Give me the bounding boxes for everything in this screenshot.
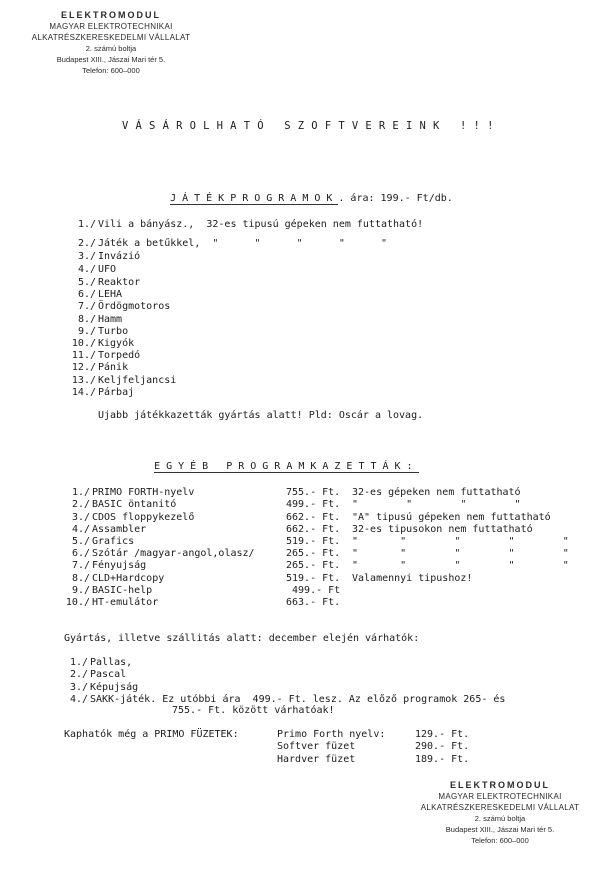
stamp-address: Budapest XIII., Jászai Mari tér 5. — [445, 825, 555, 834]
company-stamp-top — [6, 10, 216, 76]
games-heading: JÁTÉKPROGRAMOK — [170, 193, 339, 204]
upcoming-continuation: 755.- Ft. között várhatóak! — [172, 705, 335, 716]
stamp-line-4: 2. számú boltja — [474, 814, 526, 823]
booklet-name: Softver füzet — [277, 741, 356, 752]
stamp-line-4: 2. számú boltja — [85, 44, 137, 53]
booklet-name: Hardver füzet — [277, 754, 356, 765]
other-heading: EGYÉB PROGRAMKAZETTÁK: — [154, 461, 419, 472]
stamp-address: Budapest XIII., Jászai Mari tér 5. — [56, 55, 166, 64]
stamp-line-3: ALKATRÉSZKERESKEDELMI VÁLLALAT — [420, 803, 580, 812]
company-stamp-bottom — [400, 780, 600, 846]
upcoming-intro: Gyártás, illetve szállitás alatt: december elején várhatók: — [64, 633, 420, 644]
stamp-company-name: ELEKTROMODUL — [61, 10, 161, 20]
stamp-phone: Telefon: 600–000 — [471, 836, 529, 845]
other-heading-line — [130, 450, 419, 483]
document-page: ELEKTROMODUL MAGYAR ELEKTROTECHNIKAI ALKATRÉSZKERESKEDELMI VÁLLALAT 2. számú boltja Budapest XIII., Jászai Mari tér 5. Telefon: 600–000 VÁSÁROLHATÓ SZOFTVEREINK !!! JÁTÉKPROGRAMOK. ára: 199.- Ft/db. 1./ Vili a bányász., 32-es tipusú gépeken nem futtatható! 2./ Játék a betűkkel, " " " " " 3./ Invázió 4./ UFO 5./ Reaktor 6./ LEHA 7./ Ördögmotoros 8./ Hamm 9./ Turbo 10./ Kigyók 11./ Torpedó 12./ Pánik 13./ Keljfeljancsi 14./ Párbaj Ujabb játékkazetták gyártás alatt! Pld: Oscár a lovag. EGYÉB PROGRAMKAZETTÁK: 1./ PRIMO FORTH-nyelv 755.- Ft. 32-es gépeken nem futtatható 2./ BASIC öntanitó 499.- Ft. " " " " 3./ CDOS floppykezelő 662.- Ft. "A" tipusú gépeken nem futtatható 4./ Assambler 662.- Ft. 32-es tipusokon nem futtatható 5./ Grafics 519.- Ft. " " " " " 6./ Szótár /magyar-angol,olasz/ 265.- Ft. " " " " " 7./ Fényujság 265.- Ft. " " " " " 8./ CLD+Hardcopy 519.- Ft. Valamennyi tipushoz! 9./ BASIC-help 499.- Ft 10./ HT-emulátor 663.- Ft. Gyártás, illetve szállitás alatt: december elején várhatók: 1./ Pallas, 2./ Pascal 3./ Képujság 4./ SAKK-játék. Ez utóbbi ára 499.- Ft. lesz. Az előző programok 265- és 755.- Ft. között várhatóak! Kaphatók még a PRIMO FÜZETEK: Primo Forth nyelv: 129.- Ft. Softver füzet 290.- Ft. Hardver füzet 189.- Ft. ELEKTROMODUL MAGYAR ELEKTROTECHNIKAI ALKATRÉSZKERESKEDELMI VÁLLALAT 2. számú boltja Budapest XIII., Jászai Mari tér 5. Telefon: 600–000 — [0, 0, 605, 870]
stamp-line-3: ALKATRÉSZKERESKEDELMI VÁLLALAT — [31, 33, 191, 42]
stamp-phone: Telefon: 600–000 — [82, 66, 140, 75]
stamp-line-2: MAGYAR ELEKTROTECHNIKAI — [438, 792, 562, 801]
stamp-line-2: MAGYAR ELEKTROTECHNIKAI — [49, 22, 173, 31]
booklet-name: Primo Forth nyelv: — [277, 729, 386, 740]
page-title: VÁSÁROLHATÓ SZOFTVEREINK !!! — [122, 120, 501, 132]
games-note: Ujabb játékkazetták gyártás alatt! Pld: Oscár a lovag. — [98, 410, 424, 421]
games-heading-line — [146, 182, 453, 215]
booklets-intro: Kaphatók még a PRIMO FÜZETEK: — [64, 729, 239, 740]
booklet-price: 129.- Ft. — [415, 729, 470, 740]
games-price-note: . ára: 199.- Ft/db. — [338, 193, 453, 204]
stamp-company-name: ELEKTROMODUL — [450, 780, 550, 790]
booklet-price: 189.- Ft. — [415, 754, 470, 765]
booklet-price: 290.- Ft. — [415, 741, 470, 752]
